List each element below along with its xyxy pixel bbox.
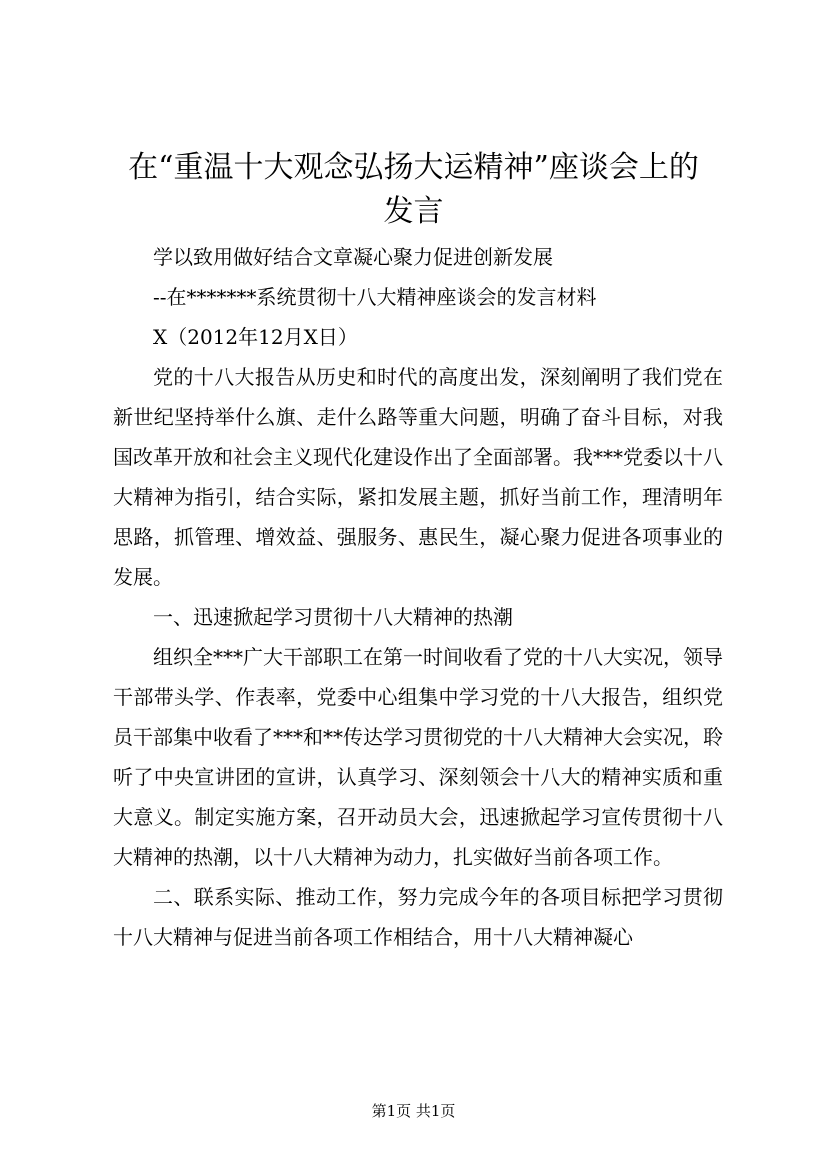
title-line-1: 在“重温十大观念弘扬大运精神”座谈会上的 [128,150,699,185]
page-footer: 第1页 共1页 [371,1102,456,1120]
document-title [100,146,727,234]
subtitle: 学以致用做好结合文章凝心聚力促进创新发展 [153,245,553,269]
document-body [113,237,723,957]
paragraph-section-2: 二、联系实际、推动工作，努力完成今年的各项目标把学习贯彻十八大精神与促进当前各项工作相结合，用十八大精神凝心 [113,885,723,949]
section-heading-1: 一、迅速掀起学习贯彻十八大精神的热潮 [153,605,513,629]
paragraph-section-1: 组织全***广大干部职工在第一时间收看了党的十八大实况，领导干部带头学、作表率，党委中心组集中学习党的十八大报告，组织党员干部集中收看了***和**传达学习贯彻党的十八大精神大会实况，聆听了中央宣讲团的宣讲，认真学习、深刻领会十八大的精神实质和重大意义。制定实施方案，召开动员大会，迅速掀起学习宣传贯彻十八大精神的热潮，以十八大精神为动力，扎实做好当前各项工作。 [113,645,723,869]
paragraph-intro: 党的十八大报告从历史和时代的高度出发，深刻阐明了我们党在新世纪坚持举什么旗、走什么路等重大问题，明确了奋斗目标，对我国改革开放和社会主义现代化建设作出了全面部署。我***党委以十八大精神为指引，结合实际，紧扣发展主题，抓好当前工作，理清明年思路，抓管理、增效益、强服务、惠民生，凝心聚力促进各项事业的发展。 [113,365,723,589]
date-line: X（2012年12月X日） [153,325,358,349]
subheading: --在*******系统贯彻十八大精神座谈会的发言材料 [153,285,597,309]
title-line-2: 发言 [383,194,444,229]
